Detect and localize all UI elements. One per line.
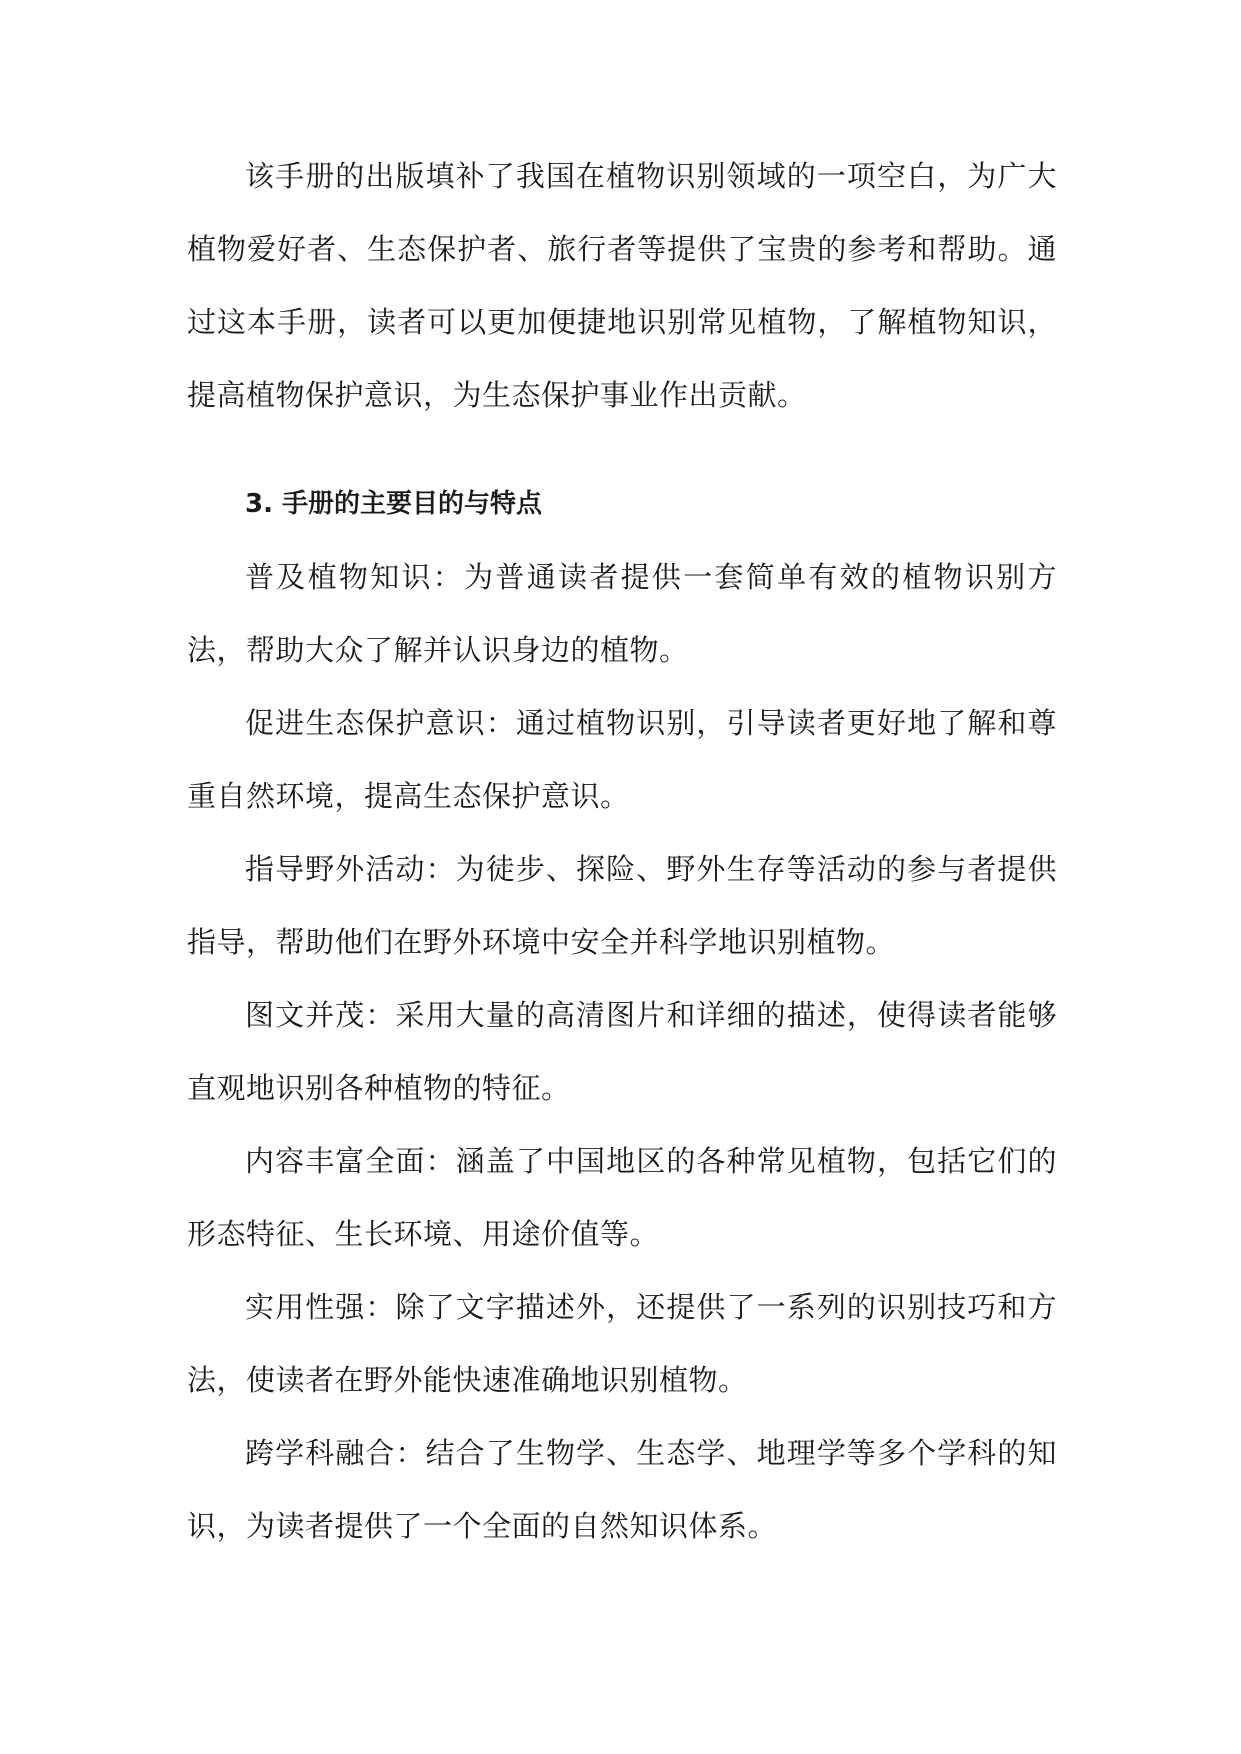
feature-paragraph-interdisciplinary: 跨学科融合：结合了生物学、生态学、地理学等多个学科的知识，为读者提供了一个全面的自然知识体系。 — [187, 1436, 1057, 1543]
page-content — [187, 140, 1057, 1563]
feature-paragraph-ecology: 促进生态保护意识：通过植物识别，引导读者更好地了解和尊重自然环境，提高生态保护意识。 — [187, 706, 1057, 813]
feature-paragraph-illustrated: 图文并茂：采用大量的高清图片和详细的描述，使得读者能够直观地识别各种植物的特征。 — [187, 998, 1057, 1105]
feature-paragraph-outdoor: 指导野外活动：为徒步、探险、野外生存等活动的参与者提供指导，帮助他们在野外环境中安全并科学地识别植物。 — [187, 852, 1057, 959]
intro-paragraph: 该手册的出版填补了我国在植物识别领域的一项空白，为广大植物爱好者、生态保护者、旅行者等提供了宝贵的参考和帮助。通过这本手册，读者可以更加便捷地识别常见植物，了解植物知识，提高植物保护意识，为生态保护事业作出贡献。 — [187, 159, 1057, 412]
section-heading: 3. 手册的主要目的与特点 — [245, 489, 543, 519]
feature-paragraph-popularize: 普及植物知识：为普通读者提供一套简单有效的植物识别方法，帮助大众了解并认识身边的植物。 — [187, 560, 1057, 667]
feature-paragraph-comprehensive: 内容丰富全面：涵盖了中国地区的各种常见植物，包括它们的形态特征、生长环境、用途价值等。 — [187, 1144, 1057, 1251]
feature-paragraph-practical: 实用性强：除了文字描述外，还提供了一系列的识别技巧和方法，使读者在野外能快速准确地识别植物。 — [187, 1290, 1057, 1397]
